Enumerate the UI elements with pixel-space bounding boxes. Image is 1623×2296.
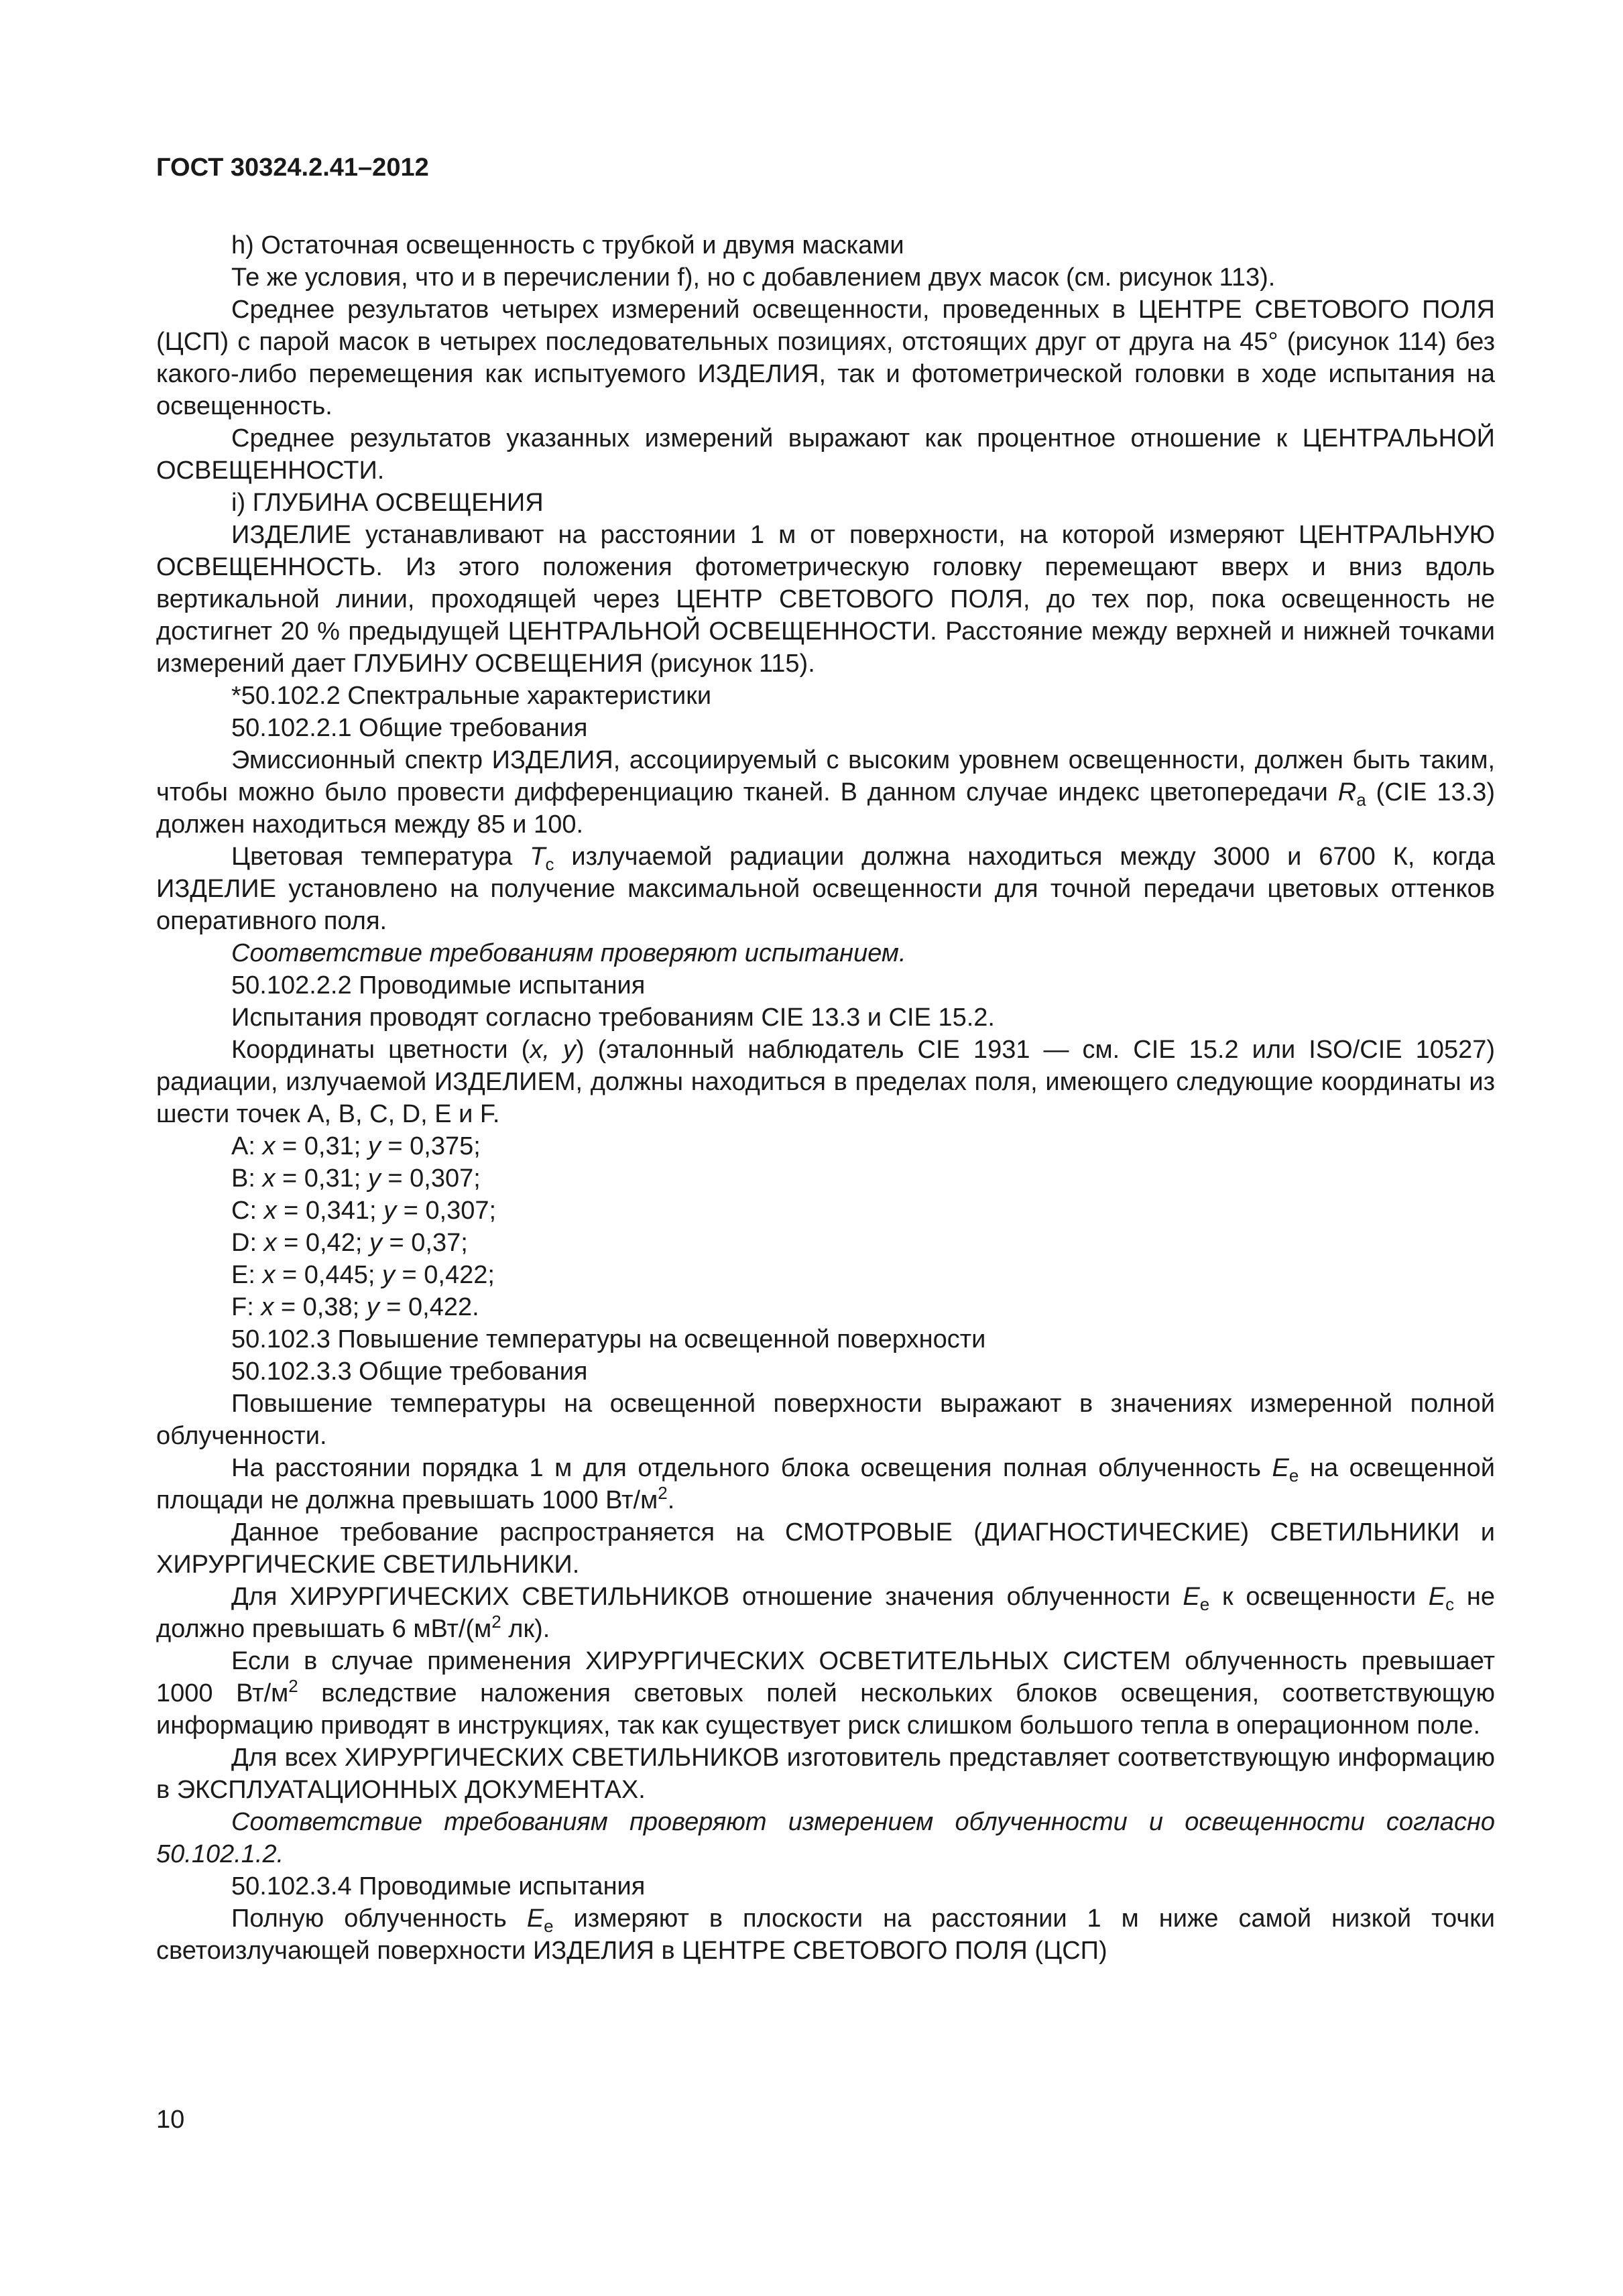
page-number: 10 bbox=[156, 2106, 185, 2134]
paragraph: Повышение температуры на освещенной поверхности выражают в значениях измеренной полной облученности. bbox=[156, 1390, 1495, 1450]
text-run: a bbox=[1356, 790, 1366, 810]
text-run: измеряют в плоскости на расстоянии 1 м ниже самой низкой точки светоизлучающей поверхности ИЗДЕЛИЯ в ЦЕНТРЕ СВЕТОВОГО ПОЛЯ (ЦСП) bbox=[156, 1905, 1495, 1965]
text-run: 2 bbox=[658, 1483, 668, 1503]
paragraph: *50.102.2 Спектральные характеристики bbox=[231, 682, 712, 710]
text-run: y bbox=[383, 1197, 397, 1225]
text-run: y bbox=[367, 1132, 381, 1160]
text-run: на освещенной площади не должна превышать 1000 Вт/м bbox=[156, 1454, 1495, 1514]
text-run: e bbox=[544, 1916, 554, 1936]
text-run: e bbox=[1199, 1594, 1210, 1614]
text-run: E bbox=[526, 1905, 544, 1933]
text-run: = 0,37; bbox=[381, 1229, 468, 1257]
document-body bbox=[156, 229, 1495, 1967]
paragraph bbox=[156, 1581, 1495, 1645]
coordinate-point bbox=[231, 1227, 1495, 1259]
text-run: B: bbox=[231, 1164, 263, 1193]
coordinate-point bbox=[231, 1195, 1495, 1227]
paragraph: i) ГЛУБИНА ОСВЕЩЕНИЯ bbox=[231, 489, 544, 517]
paragraph: Соответствие требованиям проверяют испытанием. bbox=[231, 939, 906, 967]
paragraph: ИЗДЕЛИЕ устанавливают на расстоянии 1 м от поверхности, на которой измеряют ЦЕНТРАЛЬНУЮ ОСВЕЩЕННОСТЬ. Из этого положения фотометрическую головку перемещают вверх и вниз вдоль вертикальной линии, проходящей через ЦЕНТР СВЕТОВОГО ПОЛЯ, до тех пор, пока освещенность не достигнет 20 % предыдущей ЦЕНТРАЛЬНОЙ ОСВЕЩЕННОСТИ. Расстояние между верхней и нижней точками измерений дает ГЛУБИНУ ОСВЕЩЕНИЯ (рисунок 115). bbox=[156, 521, 1495, 678]
text-run: 2 bbox=[491, 1612, 501, 1632]
text-run: Для ХИРУРГИЧЕСКИХ СВЕТИЛЬНИКОВ отношение значения облученности bbox=[231, 1583, 1183, 1611]
paragraph bbox=[156, 1902, 1495, 1967]
text-run: = 0,31; bbox=[275, 1164, 368, 1193]
paragraph: Среднее результатов указанных измерений выражают как процентное отношение к ЦЕНТРАЛЬНОЙ ОСВЕЩЕННОСТИ. bbox=[156, 424, 1495, 485]
text-run: излучаемой радиации должна находиться между 3000 и 6700 К, когда ИЗДЕЛИЕ установлено на получение максимальной освещенности для точной передачи цветовых оттенков оперативного поля. bbox=[156, 843, 1495, 935]
text-run: y bbox=[367, 1164, 381, 1193]
text-run: ) (эталонный наблюдатель CIE 1931 — см. CIE 15.2 или ISO/CIE 10527) радиации, излучаемой ИЗДЕЛИЕМ, должны находиться в пределах поля, имеющего следующие координаты из шести точек A, B, C, D, E и F. bbox=[156, 1036, 1495, 1128]
text-run: = 0,375; bbox=[380, 1132, 481, 1160]
text-run: лк). bbox=[501, 1615, 550, 1643]
text-run: y bbox=[381, 1261, 395, 1289]
text-run: x, y bbox=[530, 1036, 576, 1064]
text-run: F: bbox=[231, 1293, 261, 1321]
text-run: 2 bbox=[288, 1676, 298, 1696]
text-run: = 0,38; bbox=[274, 1293, 367, 1321]
paragraph: Среднее результатов четырех измерений освещенности, проведенных в ЦЕНТРЕ СВЕТОВОГО ПОЛЯ (ЦСП) с парой масок в четырех последовательных позициях, отстоящих друг от друга на 45° (рисунок 114) без какого-либо перемещения как испытуемого ИЗДЕЛИЯ, так и фотометрической головки в ходе испытания на освещенность. bbox=[156, 296, 1495, 420]
document-header: ГОСТ 30324.2.41–2012 bbox=[156, 154, 429, 182]
coordinate-point bbox=[231, 1130, 1495, 1162]
paragraph: Данное требование распространяется на СМОТРОВЫЕ (ДИАГНОСТИЧЕСКИЕ) СВЕТИЛЬНИКИ и ХИРУРГИЧЕСКИЕ СВЕТИЛЬНИКИ. bbox=[156, 1518, 1495, 1579]
text-run: x bbox=[262, 1132, 276, 1160]
text-run: Координаты цветности ( bbox=[231, 1036, 530, 1064]
text-run: Цветовая температура bbox=[231, 843, 530, 871]
coordinate-point bbox=[231, 1291, 1495, 1323]
paragraph: h) Остаточная освещенность с трубкой и двумя масками bbox=[231, 231, 904, 259]
paragraph: Для всех ХИРУРГИЧЕСКИХ СВЕТИЛЬНИКОВ изготовитель представляет соответствующую информацию в ЭКСПЛУАТАЦИОННЫХ ДОКУМЕНТАХ. bbox=[156, 1744, 1495, 1804]
text-run: вследствие наложения световых полей нескольких блоков освещения, соответствующую информацию приводят в инструкциях, так как существует риск слишком большого тепла в операционном поле. bbox=[156, 1679, 1496, 1740]
text-run: = 0,445; bbox=[275, 1261, 382, 1289]
text-run: c bbox=[1445, 1594, 1455, 1614]
text-run: = 0,42; bbox=[276, 1229, 369, 1257]
paragraph: 50.102.3 Повышение температуры на освещенной поверхности bbox=[231, 1325, 986, 1353]
text-run: = 0,307; bbox=[396, 1197, 497, 1225]
text-run: T bbox=[530, 843, 546, 871]
paragraph: 50.102.2.1 Общие требования bbox=[231, 714, 588, 742]
text-run: E bbox=[1272, 1454, 1289, 1482]
text-run: На расстоянии порядка 1 м для отдельного блока освещения полная облученность bbox=[231, 1454, 1272, 1482]
text-run: Если в случае применения ХИРУРГИЧЕСКИХ ОСВЕТИТЕЛЬНЫХ СИСТЕМ облученность превышает 1000 Вт/м bbox=[156, 1647, 1495, 1707]
text-run: y bbox=[369, 1229, 382, 1257]
text-run: x bbox=[263, 1229, 277, 1257]
paragraph: Испытания проводят согласно требованиям CIE 13.3 и CIE 15.2. bbox=[231, 1004, 995, 1032]
text-run: = 0,307; bbox=[380, 1164, 481, 1193]
text-run: . bbox=[667, 1486, 675, 1514]
text-run: = 0,341; bbox=[276, 1197, 384, 1225]
paragraph bbox=[156, 841, 1495, 937]
paragraph bbox=[156, 1034, 1495, 1130]
text-run: D: bbox=[231, 1229, 264, 1257]
text-run: x bbox=[263, 1197, 277, 1225]
paragraph bbox=[156, 1645, 1495, 1742]
text-run: = 0,31; bbox=[275, 1132, 368, 1160]
text-run: C: bbox=[231, 1197, 264, 1225]
paragraph bbox=[156, 1452, 1495, 1516]
text-run: не должно превышать 6 мВт/(м bbox=[156, 1583, 1495, 1643]
text-run: E: bbox=[231, 1261, 263, 1289]
paragraph bbox=[156, 744, 1495, 841]
text-run: E bbox=[1428, 1583, 1446, 1611]
text-run: E bbox=[1183, 1583, 1200, 1611]
text-run: x bbox=[262, 1164, 276, 1193]
text-run: c bbox=[545, 854, 554, 874]
paragraph: 50.102.2.2 Проводимые испытания bbox=[231, 971, 646, 1000]
coordinate-point bbox=[231, 1162, 1495, 1195]
text-run: Эмиссионный спектр ИЗДЕЛИЯ, ассоциируемый с высоким уровнем освещенности, должен быть таким, чтобы можно было провести дифференциацию тканей. В данном случае индекс цветопередачи bbox=[156, 746, 1495, 806]
text-run: = 0,422. bbox=[379, 1293, 479, 1321]
text-run: Полную облученность bbox=[231, 1905, 527, 1933]
text-run: к освещенности bbox=[1209, 1583, 1429, 1611]
paragraph: 50.102.3.3 Общие требования bbox=[231, 1357, 588, 1386]
text-run: R bbox=[1337, 778, 1357, 806]
paragraph: Те же условия, что и в перечислении f), но с добавлением двух масок (см. рисунок 113). bbox=[231, 263, 1276, 292]
text-run: x bbox=[262, 1261, 276, 1289]
paragraph: 50.102.3.4 Проводимые испытания bbox=[231, 1872, 646, 1900]
text-run: = 0,422; bbox=[394, 1261, 495, 1289]
text-run: (CIE 13.3) должен находиться между 85 и 100. bbox=[156, 778, 1496, 839]
coordinate-point bbox=[231, 1259, 1495, 1291]
text-run: A: bbox=[231, 1132, 263, 1160]
text-run: y bbox=[366, 1293, 379, 1321]
text-run: e bbox=[1288, 1465, 1299, 1486]
text-run: x bbox=[261, 1293, 274, 1321]
paragraph: Соответствие требованиям проверяют измерением облученности и освещенности согласно 50.102.1.2. bbox=[156, 1808, 1495, 1868]
